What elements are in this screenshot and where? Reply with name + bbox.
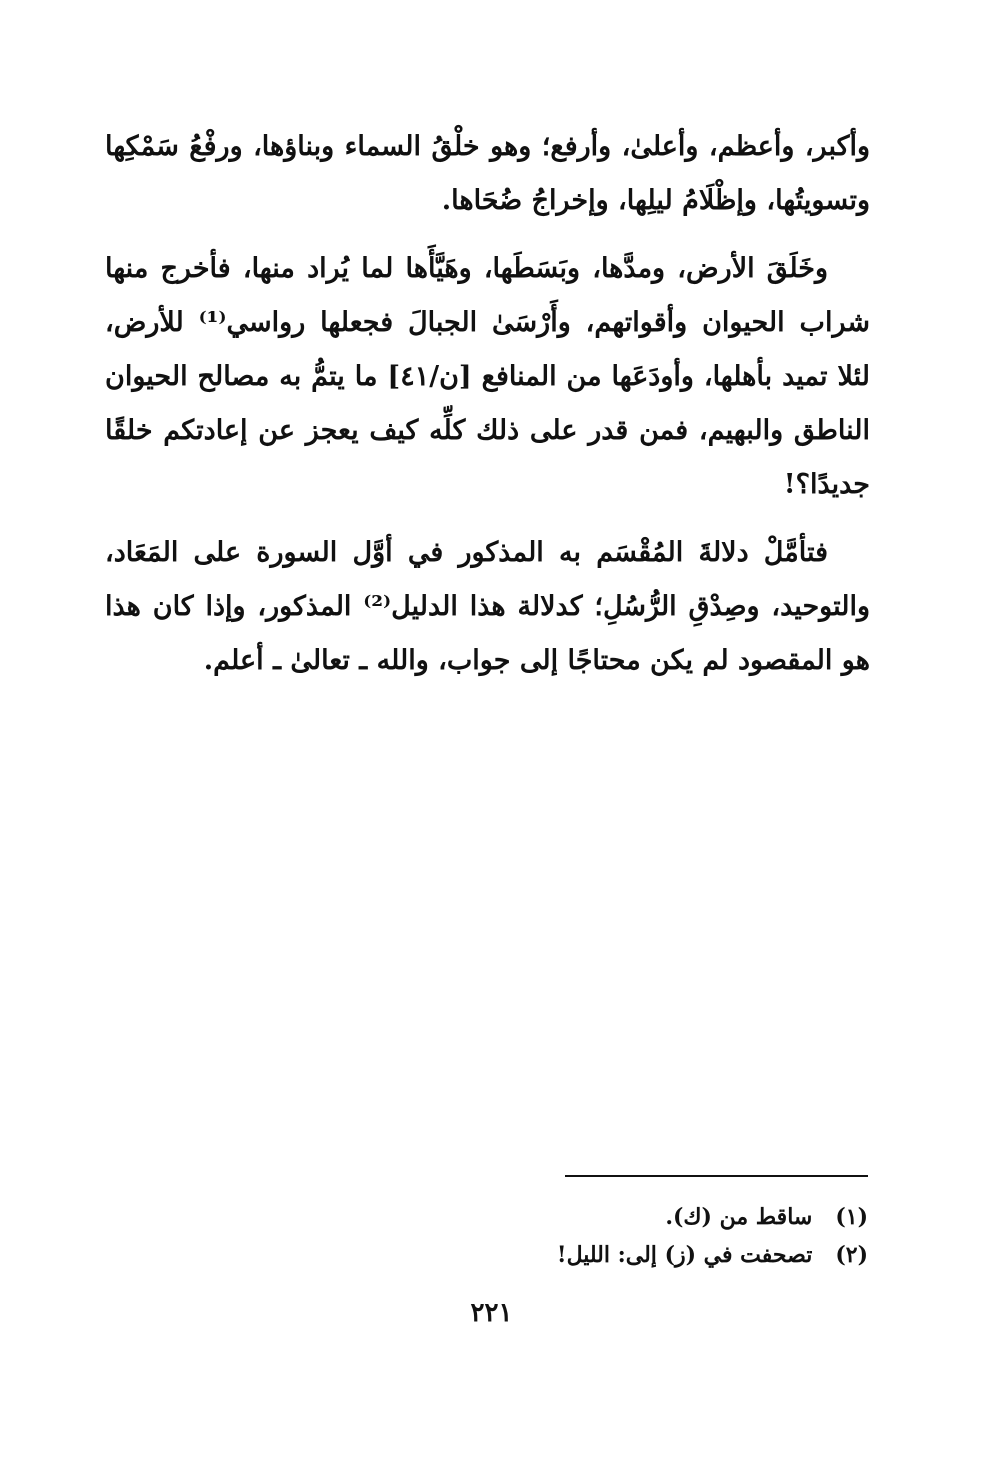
footnote-separator — [565, 1175, 868, 1177]
paragraph-2: وخَلَقَ الأرض، ومدَّها، وبَسَطَها، وهَيَّأَها لما يُراد منها، فأخرج منها شراب الحيوان وأقواتهم، وأَرْسَىٰ الجبالَ فجعلها رواسي⁽¹⁾ للأرض، لئلا تميد بأهلها، وأودَعَها من المنافع [ن/٤١] ما يتمُّ به مصالح الحيوان الناطق والبهيم، فمن قدر على ذلك كلِّه كيف يعجز عن إعادتكم خلقًا جديدًا؟! — [105, 253, 870, 500]
footnote-2-number: (٢) — [835, 1242, 868, 1268]
footnote-1-number: (١) — [835, 1204, 868, 1230]
page-number: ٢٢١ — [470, 1298, 513, 1328]
footnotes — [300, 1198, 868, 1274]
footnote-1 — [300, 1198, 868, 1236]
main-text — [105, 120, 870, 702]
footnote-2 — [300, 1236, 868, 1274]
paragraph-1: وأكبر، وأعظم، وأعلىٰ، وأرفع؛ وهو خلْقُ السماء وبناؤها، ورفْعُ سَمْكِها وتسويتُها، وإظْلَامُ ليلِها، وإخراجُ ضُحَاها. — [105, 131, 870, 216]
paragraph-3: فتأمَّلْ دلالةَ المُقْسَم به المذكور في أوَّل السورة على المَعَاد، والتوحيد، وصِدْقِ الرُّسُلِ؛ كدلالة هذا الدليل⁽²⁾ المذكور، وإذا كان هذا هو المقصود لم يكن محتاجًا إلى جواب، والله ـ تعالىٰ ـ أعلم. — [105, 537, 870, 676]
footnote-2-text: تصحفت في (ز) إلى: الليل! — [556, 1242, 813, 1268]
footnote-1-text: ساقط من (ك). — [665, 1204, 813, 1230]
